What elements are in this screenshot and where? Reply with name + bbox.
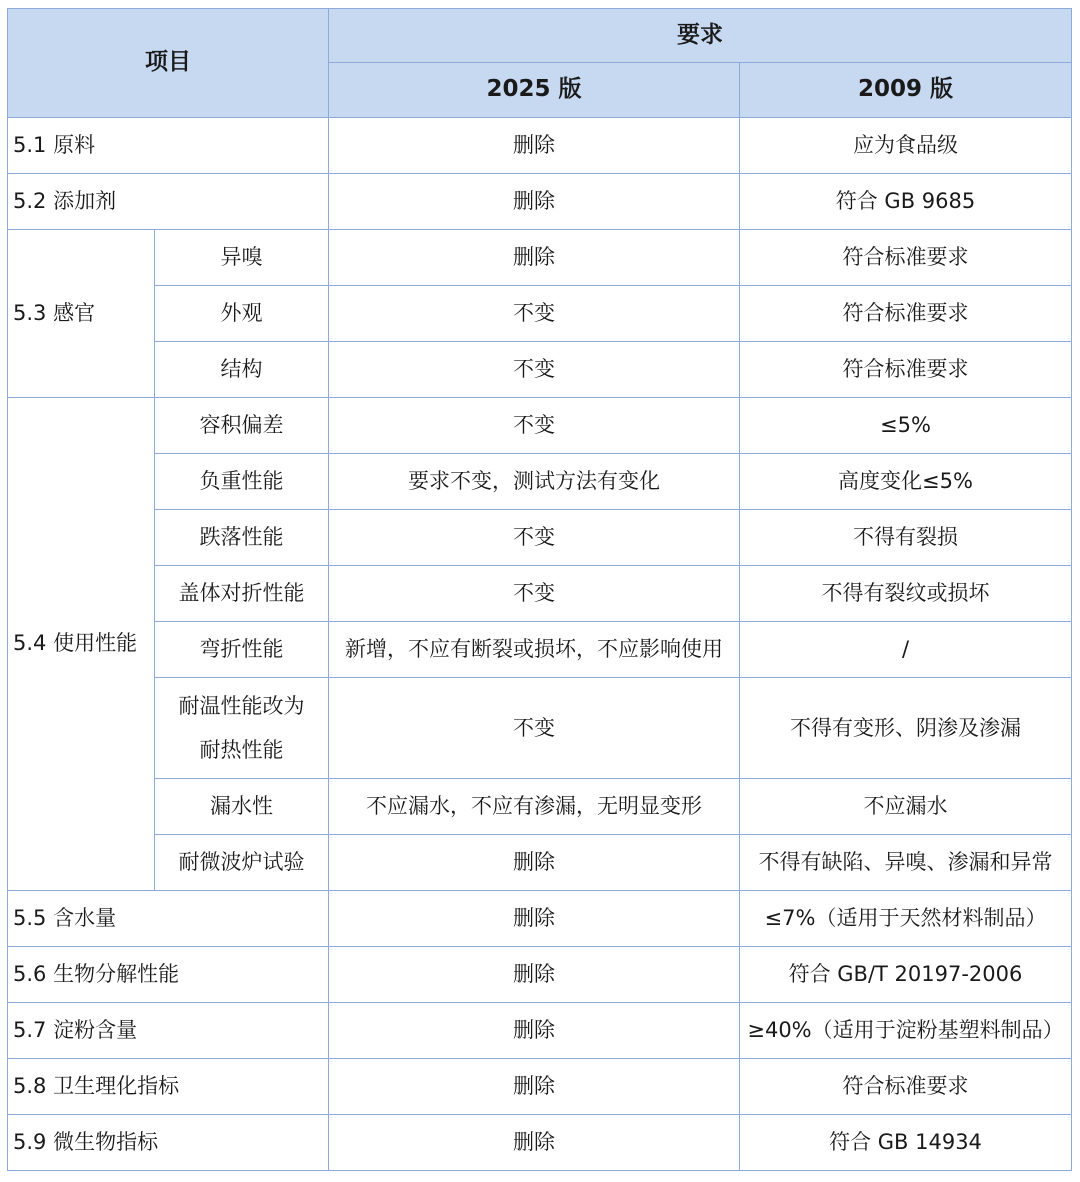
row-item: 5.5 含水量 (8, 891, 329, 947)
table-row (8, 835, 1072, 891)
row-item: 5.1 原料 (8, 118, 329, 174)
table-row (8, 286, 1072, 342)
row-item: 5.3 感官 (8, 230, 155, 398)
table-row (8, 1059, 1072, 1115)
comparison-table (7, 8, 1072, 1171)
row-item: 5.6 生物分解性能 (8, 947, 329, 1003)
table-row (8, 1115, 1072, 1171)
table-row (8, 622, 1072, 678)
cell-2025: 要求不变，测试方法有变化 (329, 454, 740, 510)
header-2009: 2009 版 (740, 63, 1072, 118)
table-row (8, 398, 1072, 454)
cell-2009: 符合标准要求 (740, 230, 1072, 286)
cell-2009: 符合标准要求 (740, 342, 1072, 398)
header-requirement: 要求 (329, 9, 1072, 63)
sub-item: 漏水性 (155, 779, 329, 835)
table-row (8, 678, 1072, 779)
sub-item: 耐温性能改为耐热性能 (155, 678, 329, 779)
cell-2025: 删除 (329, 1059, 740, 1115)
cell-2025: 删除 (329, 947, 740, 1003)
row-item: 5.9 微生物指标 (8, 1115, 329, 1171)
sub-item: 负重性能 (155, 454, 329, 510)
cell-2025: 不变 (329, 510, 740, 566)
cell-2025: 不变 (329, 398, 740, 454)
sub-item: 外观 (155, 286, 329, 342)
cell-2009: 不得有裂纹或损坏 (740, 566, 1072, 622)
table-row (8, 510, 1072, 566)
cell-2009: ≥40%（适用于淀粉基塑料制品） (740, 1003, 1072, 1059)
cell-2009: 不得有裂损 (740, 510, 1072, 566)
row-item: 5.4 使用性能 (8, 398, 155, 891)
cell-2009: 不得有缺陷、异嗅、渗漏和异常 (740, 835, 1072, 891)
cell-2025: 删除 (329, 1115, 740, 1171)
sub-item: 结构 (155, 342, 329, 398)
table-row (8, 118, 1072, 174)
cell-2009: ≤5% (740, 398, 1072, 454)
cell-2025: 删除 (329, 891, 740, 947)
cell-2025: 不变 (329, 678, 740, 779)
sub-item: 跌落性能 (155, 510, 329, 566)
cell-2009: 符合 GB 14934 (740, 1115, 1072, 1171)
cell-2025: 删除 (329, 1003, 740, 1059)
header-item: 项目 (8, 9, 329, 118)
row-item: 5.2 添加剂 (8, 174, 329, 230)
table-row (8, 342, 1072, 398)
sub-item: 耐微波炉试验 (155, 835, 329, 891)
table-row (8, 230, 1072, 286)
cell-2009: / (740, 622, 1072, 678)
sub-item: 容积偏差 (155, 398, 329, 454)
cell-2025: 不变 (329, 342, 740, 398)
sub-item: 弯折性能 (155, 622, 329, 678)
sub-item: 盖体对折性能 (155, 566, 329, 622)
table-row (8, 566, 1072, 622)
cell-2025: 不应漏水，不应有渗漏，无明显变形 (329, 779, 740, 835)
table-row (8, 1003, 1072, 1059)
cell-2009: 符合标准要求 (740, 1059, 1072, 1115)
cell-2009: 符合 GB 9685 (740, 174, 1072, 230)
sub-item: 异嗅 (155, 230, 329, 286)
row-item: 5.7 淀粉含量 (8, 1003, 329, 1059)
cell-2009: 不得有变形、阴渗及渗漏 (740, 678, 1072, 779)
cell-2025: 删除 (329, 230, 740, 286)
cell-2009: 高度变化≤5% (740, 454, 1072, 510)
cell-2009: 符合标准要求 (740, 286, 1072, 342)
cell-2025: 不变 (329, 566, 740, 622)
cell-2025: 删除 (329, 174, 740, 230)
table-row (8, 454, 1072, 510)
cell-2009: 应为食品级 (740, 118, 1072, 174)
cell-2025: 不变 (329, 286, 740, 342)
cell-2025: 删除 (329, 118, 740, 174)
row-item: 5.8 卫生理化指标 (8, 1059, 329, 1115)
cell-2009: ≤7%（适用于天然材料制品） (740, 891, 1072, 947)
table-row (8, 779, 1072, 835)
table-row (8, 174, 1072, 230)
cell-2009: 符合 GB/T 20197-2006 (740, 947, 1072, 1003)
table-row (8, 947, 1072, 1003)
cell-2025: 新增，不应有断裂或损坏，不应影响使用 (329, 622, 740, 678)
cell-2009: 不应漏水 (740, 779, 1072, 835)
cell-2025: 删除 (329, 835, 740, 891)
header-2025: 2025 版 (329, 63, 740, 118)
table-row (8, 891, 1072, 947)
